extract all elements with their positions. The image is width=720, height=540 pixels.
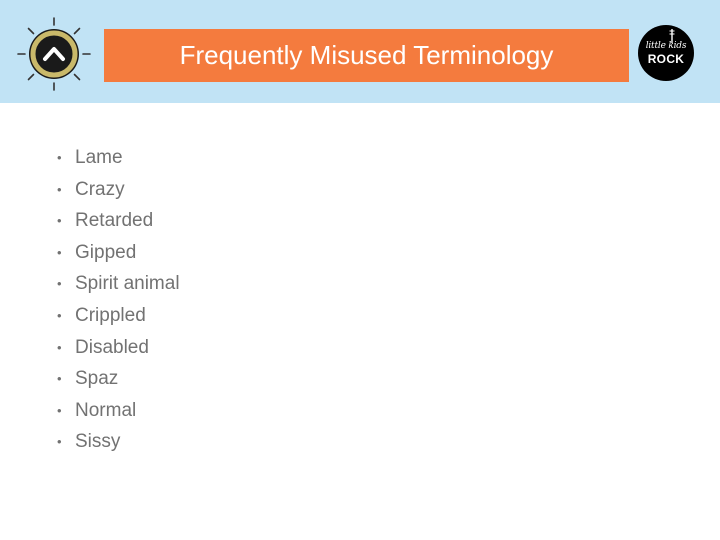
bullet-icon: • bbox=[57, 244, 62, 260]
title-box bbox=[104, 29, 629, 82]
bullet-icon: • bbox=[57, 307, 62, 323]
term-label: Spaz bbox=[75, 368, 119, 390]
term-label: Retarded bbox=[75, 210, 154, 232]
list-item bbox=[57, 144, 180, 176]
little-kids-rock-logo bbox=[638, 25, 694, 81]
bullet-icon: • bbox=[57, 150, 62, 165]
term-label: Spirit animal bbox=[75, 273, 180, 295]
list-item bbox=[57, 207, 180, 239]
bullet-icon: • bbox=[57, 402, 62, 418]
logo-text-top: little kids bbox=[645, 41, 687, 51]
bullet-icon: • bbox=[57, 276, 62, 292]
bullet-icon: • bbox=[57, 339, 62, 355]
bullet-icon: • bbox=[57, 371, 62, 387]
list-item bbox=[57, 270, 180, 302]
term-label: Crippled bbox=[75, 304, 146, 326]
list-item bbox=[57, 334, 180, 366]
list-item bbox=[57, 239, 180, 271]
term-label: Crazy bbox=[75, 178, 125, 200]
term-list bbox=[57, 144, 180, 460]
term-label: Lame bbox=[75, 147, 123, 168]
page-title: Frequently Misused Terminology bbox=[179, 40, 554, 70]
list-item bbox=[57, 365, 180, 397]
list-item bbox=[57, 428, 180, 460]
term-label: Disabled bbox=[75, 336, 149, 358]
term-label: Sissy bbox=[75, 431, 121, 453]
bullet-icon: • bbox=[57, 434, 62, 450]
logo-text-bottom: ROCK bbox=[647, 52, 685, 66]
list-item bbox=[57, 302, 180, 334]
term-label: Gipped bbox=[75, 241, 137, 263]
list-item bbox=[57, 176, 180, 208]
list-item bbox=[57, 397, 180, 429]
bullet-icon: • bbox=[57, 213, 62, 229]
chevron-up-sun-icon bbox=[14, 14, 94, 94]
bullet-icon: • bbox=[57, 181, 62, 197]
term-label: Normal bbox=[75, 399, 137, 421]
